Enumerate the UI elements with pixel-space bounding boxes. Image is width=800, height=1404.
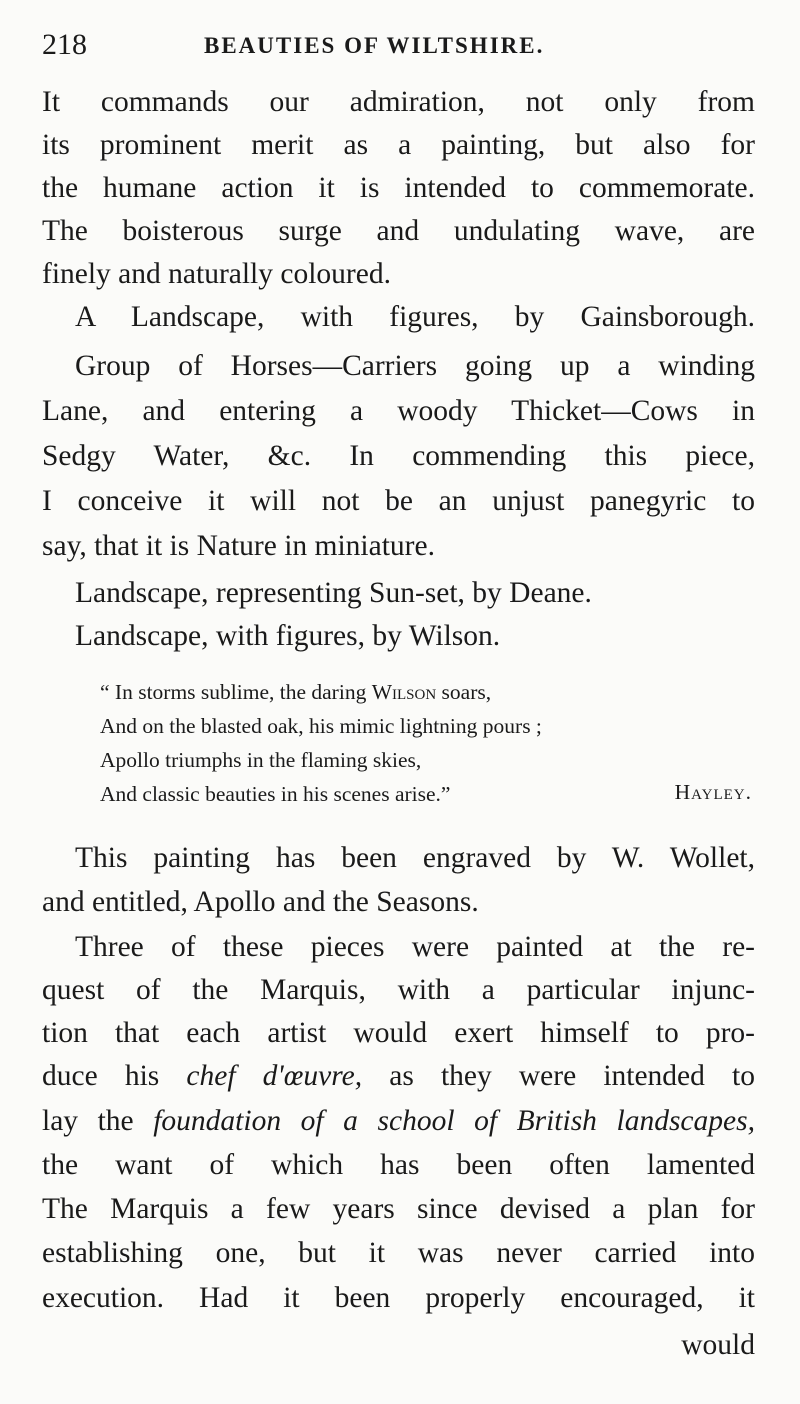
text-line bbox=[75, 297, 755, 337]
text-line bbox=[42, 211, 755, 251]
text-line bbox=[42, 882, 755, 922]
text-line bbox=[42, 481, 755, 521]
text-segment: The Marquis a few years since devised a plan for bbox=[42, 1193, 755, 1225]
text-line bbox=[42, 125, 755, 165]
text-line bbox=[42, 1233, 755, 1273]
text-segment: I conceive it will not be an unjust panegyric to bbox=[42, 485, 755, 517]
text-line bbox=[42, 1189, 755, 1229]
text-segment: Group of Horses—Carriers going up a winding bbox=[75, 350, 755, 382]
poem-line bbox=[100, 779, 755, 809]
italic-text: chef d'œuvre, bbox=[186, 1060, 363, 1092]
poem-line bbox=[100, 745, 755, 775]
text-line bbox=[75, 838, 755, 878]
text-line bbox=[42, 1145, 755, 1185]
text-line bbox=[42, 254, 755, 294]
text-segment: The boisterous surge and undulating wave, are bbox=[42, 215, 755, 247]
text-segment: This painting has been engraved by W. Wollet, bbox=[75, 842, 755, 874]
text-line bbox=[75, 573, 755, 613]
text-line bbox=[42, 168, 755, 208]
text-segment: A Landscape, with figures, by Gainsborough. bbox=[75, 301, 755, 333]
text-segment: establishing one, but it was never carried into bbox=[42, 1237, 755, 1269]
text-segment: It commands our admiration, not only from bbox=[42, 86, 755, 118]
text-segment: soars, bbox=[436, 680, 492, 704]
text-line bbox=[42, 436, 755, 476]
italic-text: foundation of a school of British landscapes, bbox=[153, 1105, 755, 1137]
text-segment: Landscape, representing Sun-set, by Deane. bbox=[75, 577, 592, 609]
text-line bbox=[42, 1278, 755, 1318]
text-line bbox=[42, 1056, 755, 1096]
text-segment: Landscape, with figures, by Wilson. bbox=[75, 620, 501, 652]
poem-line bbox=[100, 711, 755, 741]
small-caps-text: Wilson bbox=[371, 680, 437, 704]
text-segment: the humane action it is intended to commemorate. bbox=[42, 172, 755, 204]
text-line bbox=[42, 1101, 755, 1141]
text-segment: lay the bbox=[42, 1105, 154, 1137]
text-segment: the want of which has been often lamented bbox=[42, 1149, 755, 1181]
text-line bbox=[75, 616, 755, 656]
text-line bbox=[42, 1013, 755, 1053]
text-line bbox=[42, 391, 755, 431]
poem-line bbox=[100, 677, 755, 707]
text-line bbox=[42, 1325, 755, 1365]
text-segment: And on the blasted oak, his mimic lightning pours ; bbox=[100, 714, 542, 738]
text-line bbox=[42, 526, 755, 566]
text-segment: tion that each artist would exert himself to pro- bbox=[42, 1017, 755, 1049]
text-segment: Sedgy Water, &c. In commending this piece, bbox=[42, 440, 755, 472]
text-segment: execution. Had it been properly encouraged, it bbox=[42, 1282, 755, 1314]
page-number: 218 bbox=[42, 28, 87, 61]
text-segment: duce his bbox=[42, 1060, 187, 1092]
text-segment: Three of these pieces were painted at the re- bbox=[75, 931, 755, 963]
text-line bbox=[42, 970, 755, 1010]
running-head: BEAUTIES OF WILTSHIRE. bbox=[204, 33, 545, 58]
text-segment: its prominent merit as a painting, but also for bbox=[42, 129, 755, 161]
text-segment: And classic beauties in his scenes arise.” bbox=[100, 782, 451, 806]
text-segment: and entitled, Apollo and the Seasons. bbox=[42, 886, 479, 918]
text-line bbox=[42, 82, 755, 122]
text-segment: would bbox=[681, 1329, 755, 1361]
text-segment: “ In storms sublime, the daring bbox=[100, 680, 372, 704]
text-segment: quest of the Marquis, with a particular injunc- bbox=[42, 974, 755, 1006]
text-segment: Apollo triumphs in the flaming skies, bbox=[100, 748, 422, 772]
poem-attribution: Hayley. bbox=[674, 780, 752, 804]
text-line bbox=[75, 927, 755, 967]
text-segment: Lane, and entering a woody Thicket—Cows in bbox=[42, 395, 755, 427]
text-segment: say, that it is Nature in miniature. bbox=[42, 530, 435, 562]
text-segment: as they were intended to bbox=[362, 1060, 755, 1092]
text-line bbox=[75, 346, 755, 386]
text-segment: finely and naturally coloured. bbox=[42, 258, 391, 290]
